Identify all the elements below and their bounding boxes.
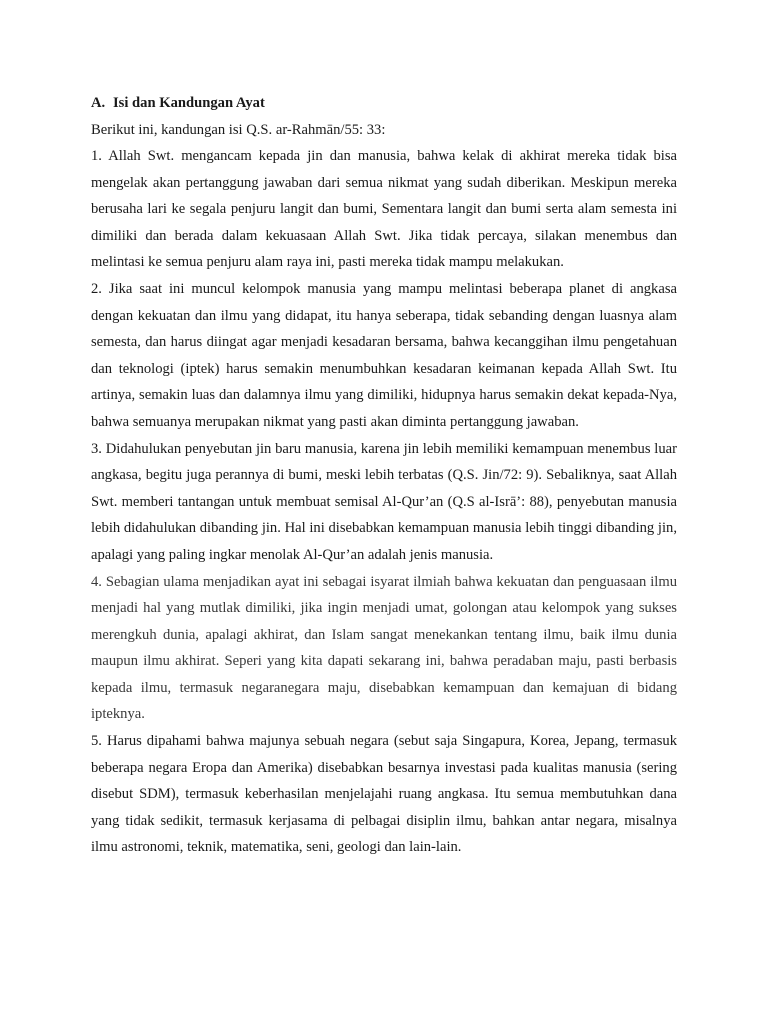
document-page [91,91,677,861]
section-title: Isi dan Kandungan Ayat [113,95,265,111]
section-letter: A. [91,95,106,111]
section-heading [91,91,677,115]
paragraph-4: 4. Sebagian ulama menjadikan ayat ini sebagai isyarat ilmiah bahwa kekuatan dan penguasaan ilmu menjadi hal yang mutlak dimiliki, jika ingin menjadi umat, golongan atau kelompok yang sukses merengkuh dunia, apalagi akhirat, dan Islam sangat menekankan tentang ilmu, baik ilmu dunia maupun ilmu akhirat. Seperi yang kita dapati sekarang ini, bahwa peradaban maju, pasti berbasis kepada ilmu, termasuk negaranegara maju, disebabkan kemampuan dan kemajuan di bidang ipteknya. [91,573,677,723]
paragraph-3: 3. Didahulukan penyebutan jin baru manusia, karena jin lebih memiliki kemampuan menembus luar angkasa, begitu juga perannya di bumi, meski lebih terbatas (Q.S. Jin/72: 9). Sebaliknya, saat Allah Swt. memberi tantangan untuk membuat semisal Al-Qur’an (Q.S al-Isrā’: 88), penyebutan manusia lebih didahulukan dibanding jin. Hal ini disebabkan kemampuan manusia lebih tinggi dibanding jin, apalagi yang paling ingkar menolak Al-Qur’an adalah jenis manusia. [91,440,677,563]
paragraph-2: 2. Jika saat ini muncul kelompok manusia yang mampu melintasi beberapa planet di angkasa dengan kekuatan dan ilmu yang didapat, itu hanya seberapa, tidak sebanding dengan luasnya alam semesta, dan harus diingat agar menjadi kesadaran bersama, bahwa kecanggihan ilmu pengetahuan dan teknologi (iptek) harus semakin menumbuhkan kesadaran keimanan kepada Allah Swt. Itu artinya, semakin luas dan dalamnya ilmu yang dimiliki, hidupnya harus semakin dekat kepada-Nya, bahwa semuanya merupakan nikmat yang pasti akan diminta pertanggung jawaban. [91,280,677,430]
paragraph-1: 1. Allah Swt. mengancam kepada jin dan manusia, bahwa kelak di akhirat mereka tidak bisa mengelak akan pertanggung jawaban dari semua nikmat yang sudah diberikan. Meskipun mereka berusaha lari ke segala penjuru langit dan bumi, Sementara langit dan bumi serta alam semesta ini dimiliki dan berada dalam kekuasaan Allah Swt. Jika tidak percaya, silakan menembus dan melintasi ke semua penjuru alam raya ini, pasti mereka tidak mampu melakukan. [91,148,677,271]
intro-text: Berikut ini, kandungan isi Q.S. ar-Rahmān/55: 33: [91,122,386,138]
paragraph-5: 5. Harus dipahami bahwa majunya sebuah negara (sebut saja Singapura, Korea, Jepang, termasuk beberapa negara Eropa dan Amerika) disebabkan besarnya investasi pada kualitas manusia (sering disebut SDM), termasuk keberhasilan menjelajahi ruang angkasa. Itu semua membutuhkan dana yang tidak sedikit, termasuk kerjasama di pelbagai disiplin ilmu, bahkan antar negara, misalnya ilmu astronomi, teknik, matematika, seni, geologi dan lain-lain. [91,733,677,856]
